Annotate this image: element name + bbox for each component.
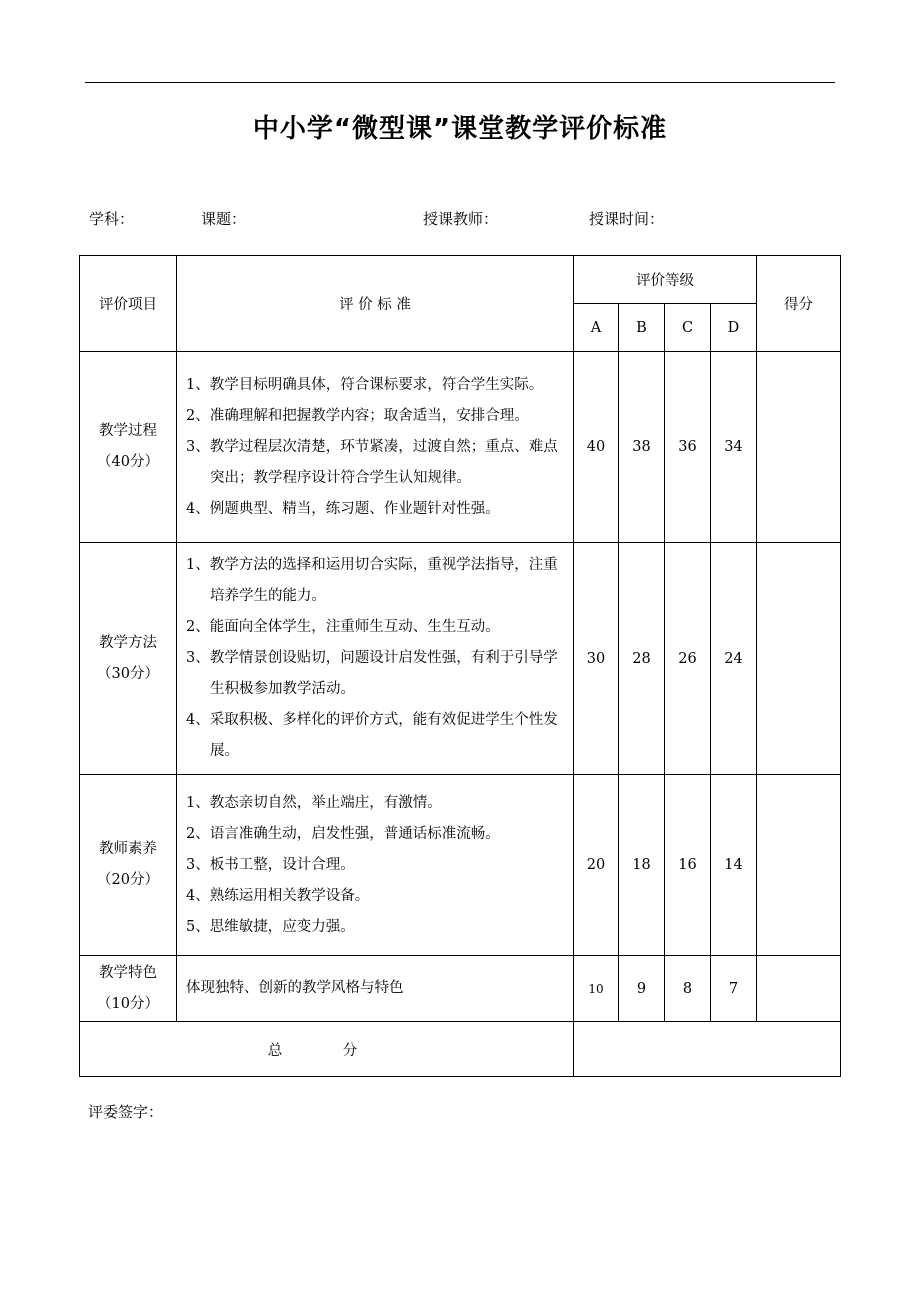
header-rule <box>85 82 835 83</box>
total-row <box>80 1022 841 1077</box>
criteria-item: 2、能面向全体学生，注重师生互动、生生互动。 <box>186 619 500 635</box>
page-title: 中小学“微型课”课堂教学评价标准 <box>252 114 668 144</box>
grade-c-cell: 36 <box>665 352 711 543</box>
criteria-item: 体现独特、创新的教学风格与特色 <box>186 980 404 996</box>
item-points: （10分） <box>97 995 159 1012</box>
criteria-item: 3、板书工整，设计合理。 <box>186 856 355 873</box>
score-cell[interactable] <box>757 775 841 956</box>
topic-label: 课题： <box>201 210 247 228</box>
header-grade-d: D <box>711 304 757 352</box>
item-name: 教学过程 <box>99 423 157 439</box>
criteria-item: 1、教学目标明确具体，符合课标要求，符合学生实际。 <box>186 376 544 393</box>
item-name: 教学方法 <box>99 634 157 651</box>
header-item: 评价项目 <box>80 256 177 352</box>
criteria-item: 5、思维敏捷，应变力强。 <box>186 918 355 935</box>
item-name: 教师素养 <box>99 841 157 857</box>
total-label: 总 分 <box>80 1022 574 1077</box>
score-cell[interactable] <box>757 543 841 775</box>
criteria-item: 2、语言准确生动，启发性强，普通话标准流畅。 <box>186 825 500 842</box>
criteria-item: 4、例题典型、精当，练习题、作业题针对性强。 <box>186 500 500 517</box>
table-row <box>80 956 841 1022</box>
teacher-label: 授课教师： <box>423 210 499 228</box>
grade-d-cell: 34 <box>711 352 757 543</box>
grade-a-cell: 20 <box>574 775 619 956</box>
evaluation-table <box>79 255 841 1077</box>
time-label: 授课时间： <box>589 210 665 228</box>
table-row <box>80 775 841 956</box>
criteria-item: 3、教学过程层次清楚，环节紧凑，过渡自然；重点、难点突出；教学程序设计符合学生认知规律。 <box>186 438 558 486</box>
table-row <box>80 352 841 543</box>
grade-b-cell: 18 <box>619 775 665 956</box>
criteria-cell <box>177 775 574 956</box>
grade-a-cell: 30 <box>574 543 619 775</box>
score-cell[interactable] <box>757 956 841 1022</box>
criteria-item: 1、教学方法的选择和运用切合实际，重视学法指导，注重培养学生的能力。 <box>186 557 558 604</box>
header-grade-c: C <box>665 304 711 352</box>
grade-a-cell: 40 <box>574 352 619 543</box>
criteria-item: 4、采取积极、多样化的评价方式，能有效促进学生个性发展。 <box>186 712 558 759</box>
criteria-item: 2、准确理解和把握教学内容；取舍适当，安排合理。 <box>186 407 529 424</box>
total-score-cell[interactable] <box>574 1022 841 1077</box>
grade-d-cell: 24 <box>711 543 757 775</box>
item-cell <box>80 775 177 956</box>
grade-b-cell: 9 <box>619 956 665 1022</box>
header-criteria: 评 价 标 准 <box>177 256 574 352</box>
header-grade-a: A <box>574 304 619 352</box>
item-name: 教学特色 <box>99 964 157 981</box>
criteria-cell <box>177 352 574 543</box>
grade-a-cell: 10 <box>574 956 619 1022</box>
item-points: （20分） <box>97 872 159 888</box>
item-points: （30分） <box>97 665 159 682</box>
grade-c-cell: 8 <box>665 956 711 1022</box>
item-cell <box>80 352 177 543</box>
judge-signature-label: 评委签字： <box>88 1103 164 1121</box>
criteria-cell <box>177 543 574 775</box>
grade-b-cell: 28 <box>619 543 665 775</box>
grade-c-cell: 26 <box>665 543 711 775</box>
header-grade-b: B <box>619 304 665 352</box>
header-score: 得分 <box>757 256 841 352</box>
table-row <box>80 543 841 775</box>
criteria-cell <box>177 956 574 1022</box>
header-grade-group: 评价等级 <box>574 256 757 304</box>
item-cell <box>80 956 177 1022</box>
grade-d-cell: 14 <box>711 775 757 956</box>
criteria-item: 3、教学情景创设贴切，问题设计启发性强，有利于引导学生积极参加教学活动。 <box>186 650 558 697</box>
grade-b-cell: 38 <box>619 352 665 543</box>
grade-d-cell: 7 <box>711 956 757 1022</box>
score-cell[interactable] <box>757 352 841 543</box>
grade-c-cell: 16 <box>665 775 711 956</box>
criteria-item: 4、熟练运用相关教学设备。 <box>186 887 370 904</box>
criteria-item: 1、教态亲切自然，举止端庄，有激情。 <box>186 794 442 811</box>
item-cell <box>80 543 177 775</box>
subject-label: 学科： <box>89 210 135 228</box>
item-points: （40分） <box>97 454 159 470</box>
